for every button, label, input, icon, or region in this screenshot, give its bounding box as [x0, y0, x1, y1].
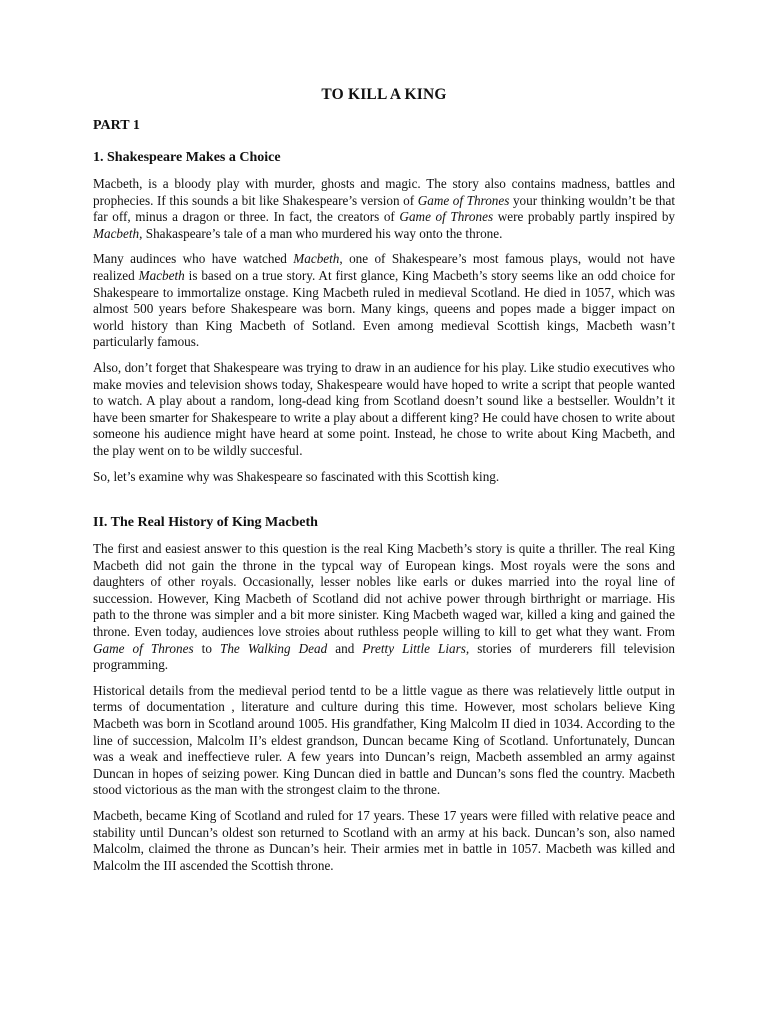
italic-title: Macbeth — [138, 267, 185, 283]
section-1-paragraph-1: Macbeth, is a bloody play with murder, ghosts and magic. The story also contains madness, battles and prophecies. If this sounds a bit like Shakespeare’s version of Game of Thrones your thinking wouldn’t be that far off, minus a dragon or three. In fact, the creators of Game of Thrones were probably partly inspired by Macbeth, Shakaspeare’s tale of a man who murdered his way onto the throne. — [93, 176, 676, 241]
italic-title: Macbeth — [93, 225, 140, 241]
section-1-heading: 1. Shakespeare Makes a Choice — [93, 150, 281, 165]
section-2-paragraph-3: Macbeth, became King of Scotland and ruled for 17 years. These 17 years were filled with relative peace and stability until Duncan’s oldest son returned to Scotland with an army at his back. Duncan’s son, also named Malcolm, claimed the throne as Duncan’s heir. Their armies met in battle in 1057. Macbeth was killed and Malcolm the III ascended the Scottish throne. — [93, 808, 675, 873]
document-title: TO KILL A KING — [321, 86, 447, 103]
section-1-paragraph-3: Also, don’t forget that Shakespeare was trying to draw in an audience for his play. Like studio executives who make movies and television shows today, Shakespeare would have hoped to write a script that people wanted to watch. A play about a random, long-dead king from Scotland doesn’t sound like a bestseller. Wouldn’t it have been smarter for Shakespeare to write a play about a different king? He could have chosen to write about someone his audience might have heard at some point. Instead, he chose to write about King Macbeth, and the play went on to be wildly succesful. — [93, 359, 675, 458]
italic-title: The Walking Dead — [219, 640, 328, 656]
italic-title: Macbeth — [293, 251, 340, 267]
section-2-paragraph-2: Historical details from the medieval period tentd to be a little vague as there was relatievely little output in terms of documentation , literature and culture during this time. However, most scholars believe King Macbeth was born in Scotland around 1005. His grandfather, King Malcolm II died in 1034. According to the line of succession, Malcolm II’s eldest grandson, Duncan became King of Scotland. Unfortunately, Duncan was a weak and ineffectieve ruler. A few years into Duncan’s reign, Macbeth assembled an army against Duncan in hopes of seizing power. King Duncan died in battle and Duncan’s sons fled the country. Macbeth stood victorious as the man with the strongest claim to the throne. — [93, 682, 675, 798]
section-1-paragraph-4: So, let’s examine why was Shakespeare so fascinated with this Scottish king. — [93, 468, 500, 484]
section-2-heading: II. The Real History of King Macbeth — [93, 515, 318, 531]
section-spacer — [93, 494, 675, 515]
document-body — [93, 86, 675, 883]
part-heading: PART 1 — [93, 118, 140, 133]
italic-title: Pretty Little Liars, — [362, 640, 470, 656]
italic-title: Game of Thrones — [93, 640, 194, 656]
italic-title: Game of Thrones — [417, 192, 510, 208]
section-1-paragraph-2: Many audinces who have watched Macbeth, one of Shakespeare’s most famous plays, would not have realized Macbeth is based on a true story. At first glance, King Macbeth’s story seems like an odd choice for Shakespeare to immortalize onstage. King Macbeth ruled in medieval Scotland. He died in 1057, which was almost 500 years before Shakespeare was born. Many kings, queens and popes made a bigger impact on world history than King Macbeth of Sotland. Even among medieval Scottish kings, Macbeth wasn’t particularly famous. — [93, 251, 676, 350]
section-2-paragraph-1: The first and easiest answer to this question is the real King Macbeth’s story is quite a thriller. The real King Macbeth did not gain the throne in the typcal way of European kings. Most royals were the sons and daughters of other royals. Occasionally, lesser nobles like earls or dukes married into the royal line of succession. However, King Macbeth of Scotland did not achive power through birthright or marriage. His path to the throne was simpler and a bit more sinister. King Macbeth waged war, killed a king and gained the throne. Even today, audiences love stroies about ruthless people willing to kill to get what they want. From Game of Thrones to The Walking Dead and Pretty Little Liars, stories of murderers fill television programming. — [93, 541, 675, 673]
italic-title: Game of Thrones — [399, 209, 494, 225]
